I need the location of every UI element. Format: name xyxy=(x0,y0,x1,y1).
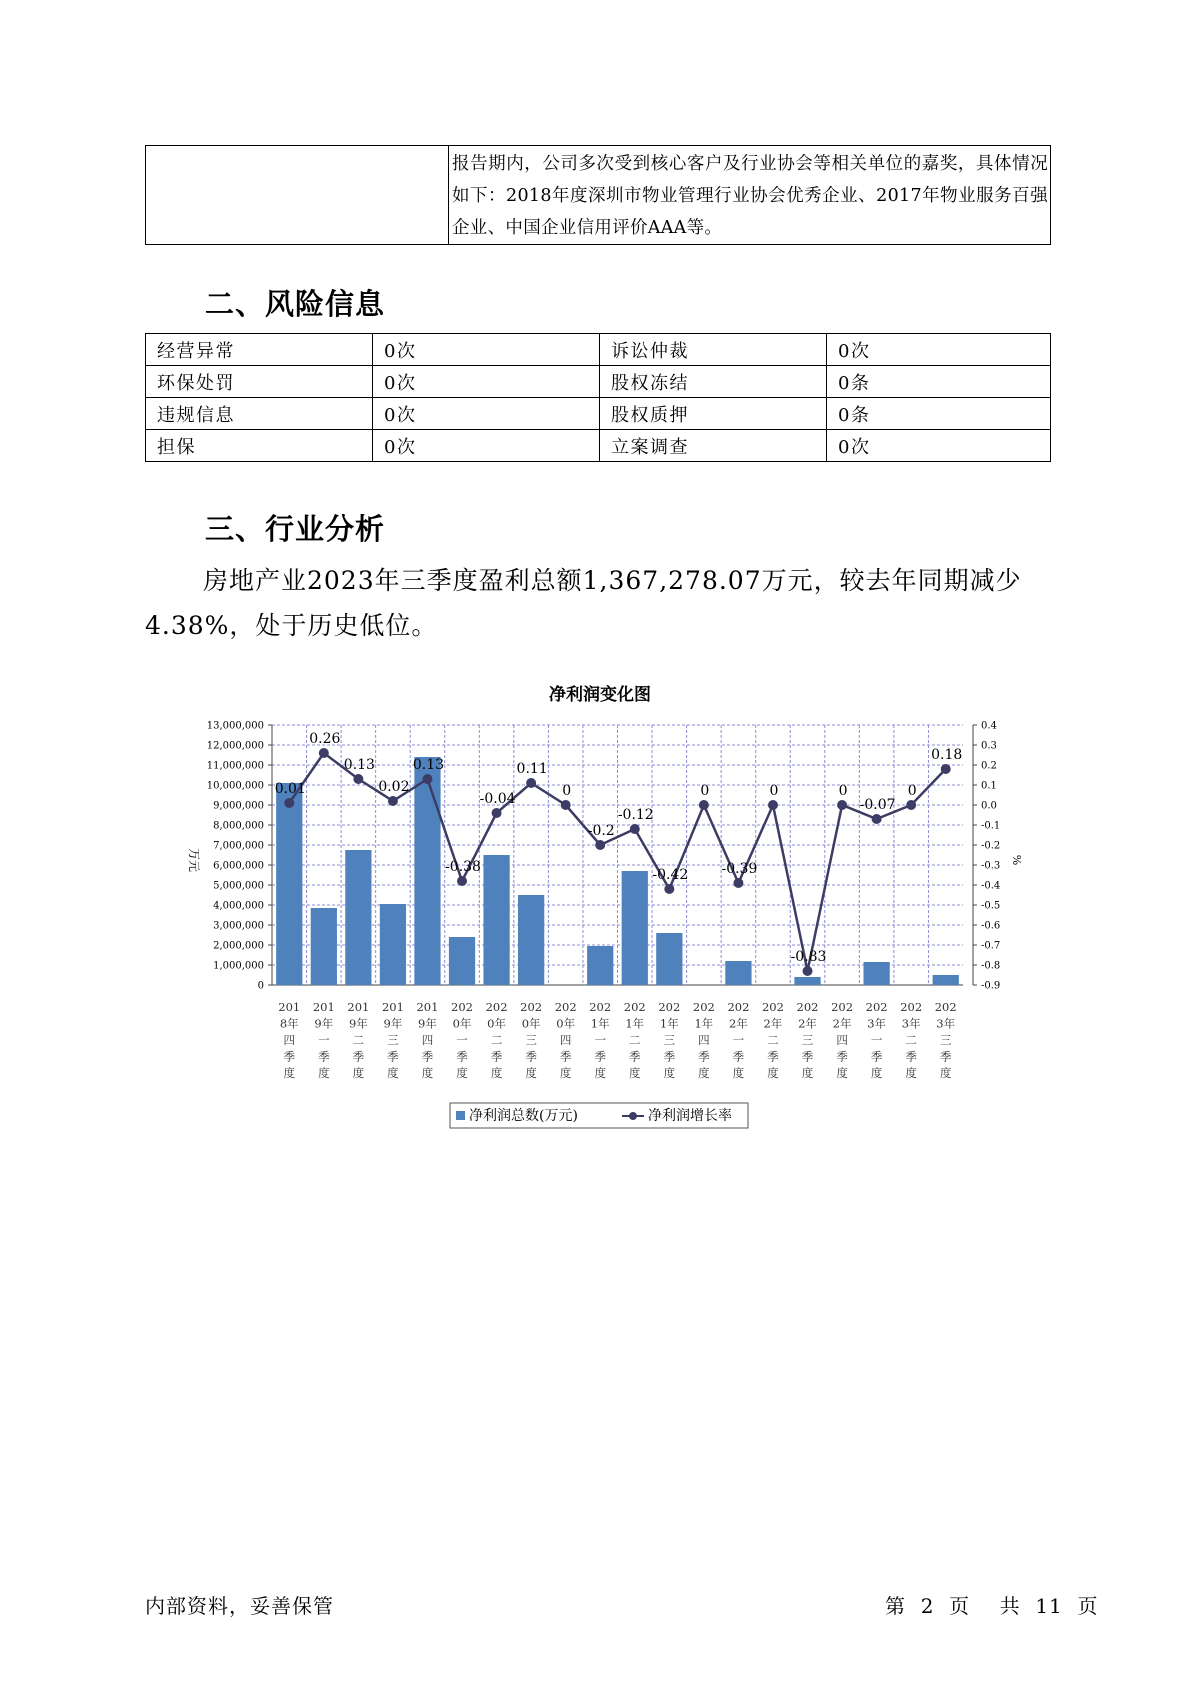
x-tick-label: 202 1年三季度 xyxy=(658,1000,681,1080)
growth-point xyxy=(284,798,294,808)
x-tick-label: 201 9年一季度 xyxy=(312,1000,335,1080)
x-tick-label: 202 3年一季度 xyxy=(865,1000,888,1080)
growth-point xyxy=(906,800,916,810)
growth-data-label: 0 xyxy=(562,783,572,799)
growth-data-label: -0.39 xyxy=(721,861,758,877)
y2-tick-label: -0.3 xyxy=(981,860,1001,872)
growth-data-label: -0.83 xyxy=(790,949,827,965)
growth-data-label: -0.2 xyxy=(587,823,615,839)
y2-tick-label: -0.1 xyxy=(981,820,1001,832)
growth-data-label: 0.01 xyxy=(274,781,306,797)
x-tick-label: 202 1年二季度 xyxy=(623,1000,646,1080)
y2-tick-label: -0.2 xyxy=(981,840,1001,852)
y2-tick-label: 0.4 xyxy=(981,720,997,732)
growth-point xyxy=(353,774,363,784)
bar xyxy=(518,895,544,985)
y-axis-label: 万元 xyxy=(187,847,201,873)
y-tick-label: 8,000,000 xyxy=(213,820,264,832)
risk-row xyxy=(146,366,1051,398)
y2-tick-label: -0.9 xyxy=(981,980,1001,992)
growth-point xyxy=(733,878,743,888)
y-tick-label: 12,000,000 xyxy=(206,740,264,752)
risk-label: 环保处罚 xyxy=(146,366,373,398)
growth-data-label: -0.42 xyxy=(652,867,689,883)
y-tick-label: 0 xyxy=(257,980,264,992)
growth-point xyxy=(837,800,847,810)
risk-label: 经营异常 xyxy=(146,334,373,366)
bar xyxy=(345,850,371,985)
intro-table-left-cell xyxy=(146,146,449,245)
y2-tick-label: -0.6 xyxy=(981,920,1001,932)
y-tick-label: 2,000,000 xyxy=(213,940,264,952)
risk-value: 0次 xyxy=(373,398,600,430)
growth-data-label: -0.04 xyxy=(479,791,516,807)
y2-tick-label: -0.4 xyxy=(981,880,1001,892)
risk-value: 0次 xyxy=(373,366,600,398)
y-tick-label: 13,000,000 xyxy=(206,720,264,732)
x-tick-label: 202 3年三季度 xyxy=(934,1000,957,1080)
growth-data-label: 0.02 xyxy=(378,779,410,795)
y2-tick-label: 0.2 xyxy=(981,760,997,772)
growth-point xyxy=(630,824,640,834)
x-tick-label: 201 8年四季度 xyxy=(278,1000,301,1080)
risk-value: 0次 xyxy=(827,430,1051,462)
growth-point xyxy=(941,764,951,774)
growth-point xyxy=(526,778,536,788)
y-tick-label: 4,000,000 xyxy=(213,900,264,912)
bar xyxy=(725,961,751,985)
page-label: 第 xyxy=(885,1594,906,1618)
risk-value: 0次 xyxy=(373,334,600,366)
x-tick-label: 201 9年二季度 xyxy=(347,1000,370,1080)
growth-point xyxy=(422,774,432,784)
x-tick-label: 202 0年二季度 xyxy=(485,1000,508,1080)
x-tick-label: 201 9年四季度 xyxy=(416,1000,439,1080)
y-tick-label: 3,000,000 xyxy=(213,920,264,932)
bar xyxy=(483,855,509,985)
growth-point xyxy=(872,814,882,824)
bar xyxy=(449,937,475,985)
bar xyxy=(794,977,820,985)
legend-bar-swatch xyxy=(456,1111,465,1120)
growth-point xyxy=(561,800,571,810)
growth-data-label: 0 xyxy=(907,783,917,799)
bar xyxy=(587,946,613,985)
risk-value: 0条 xyxy=(827,366,1051,398)
x-tick-label: 202 1年四季度 xyxy=(692,1000,715,1080)
growth-data-label: -0.12 xyxy=(617,807,654,823)
risk-row xyxy=(146,334,1051,366)
bar xyxy=(933,975,959,985)
growth-point xyxy=(457,876,467,886)
growth-point xyxy=(388,796,398,806)
risk-label: 担保 xyxy=(146,430,373,462)
y-tick-label: 6,000,000 xyxy=(213,860,264,872)
growth-data-label: -0.07 xyxy=(859,797,896,813)
x-tick-label: 202 2年一季度 xyxy=(727,1000,750,1080)
y-tick-label: 10,000,000 xyxy=(206,780,264,792)
growth-data-label: 0.13 xyxy=(343,757,375,773)
risk-row xyxy=(146,430,1051,462)
growth-data-label: 0.11 xyxy=(516,761,548,777)
footer-page-info xyxy=(885,1590,1099,1619)
y-tick-label: 11,000,000 xyxy=(206,760,264,772)
growth-point xyxy=(699,800,709,810)
growth-data-label: -0.38 xyxy=(445,859,481,875)
total-label-suffix: 页 xyxy=(1077,1594,1099,1618)
growth-data-label: 0 xyxy=(769,783,779,799)
legend-line-label: 净利润增长率 xyxy=(648,1108,732,1124)
growth-point xyxy=(595,840,605,850)
page-number: 2 xyxy=(920,1594,935,1618)
bar xyxy=(656,933,682,985)
total-pages: 11 xyxy=(1035,1594,1063,1618)
growth-data-label: 0 xyxy=(700,783,710,799)
industry-paragraph: 房地产业2023年三季度盈利总额1,367,278.07万元，较去年同期减少4.38%，处于历史低位。 xyxy=(145,566,1022,640)
intro-table xyxy=(145,145,1051,245)
risk-section-heading: 二、风险信息 xyxy=(205,287,386,321)
x-tick-label: 202 2年四季度 xyxy=(831,1000,854,1080)
risk-label: 股权质押 xyxy=(600,398,827,430)
risk-value: 0次 xyxy=(827,334,1051,366)
bar xyxy=(311,908,337,985)
chart-title: 净利润变化图 xyxy=(549,685,651,705)
legend-bar-label: 净利润总数(万元) xyxy=(469,1108,578,1124)
risk-row xyxy=(146,398,1051,430)
total-label: 共 xyxy=(999,1594,1021,1618)
x-tick-label: 202 1年一季度 xyxy=(589,1000,612,1080)
y2-tick-label: -0.5 xyxy=(981,900,1001,912)
y2-tick-label: -0.7 xyxy=(981,940,1001,952)
growth-data-label: 0 xyxy=(838,783,848,799)
y-tick-label: 1,000,000 xyxy=(213,960,264,972)
y2-tick-label: 0.3 xyxy=(981,740,997,752)
bar xyxy=(380,904,406,985)
x-tick-label: 202 2年二季度 xyxy=(761,1000,784,1080)
net-profit-chart xyxy=(160,665,1040,1135)
bar xyxy=(622,871,648,985)
growth-point xyxy=(492,808,502,818)
risk-label: 诉讼仲裁 xyxy=(600,334,827,366)
risk-value: 0次 xyxy=(373,430,600,462)
risk-label: 股权冻结 xyxy=(600,366,827,398)
y-tick-label: 9,000,000 xyxy=(213,800,264,812)
growth-point xyxy=(319,748,329,758)
x-tick-label: 202 0年一季度 xyxy=(451,1000,474,1080)
bar xyxy=(276,783,302,985)
growth-data-label: 0.13 xyxy=(412,757,445,773)
growth-point xyxy=(803,966,813,976)
page-label-suffix: 页 xyxy=(949,1594,971,1618)
footer-confidential-note: 内部资料，妥善保管 xyxy=(145,1594,334,1618)
growth-data-label: 0.18 xyxy=(931,747,963,763)
risk-table xyxy=(145,333,1051,462)
industry-section-heading: 三、行业分析 xyxy=(205,512,386,546)
y2-tick-label: -0.8 xyxy=(981,960,1001,972)
growth-point xyxy=(768,800,778,810)
x-tick-label: 202 2年三季度 xyxy=(796,1000,819,1080)
legend-line-marker xyxy=(629,1112,637,1120)
y2-tick-label: 0.0 xyxy=(981,800,997,812)
bar xyxy=(863,962,889,985)
y-tick-label: 5,000,000 xyxy=(213,880,264,892)
x-tick-label: 202 0年四季度 xyxy=(554,1000,577,1080)
intro-table-right-cell: 报告期内，公司多次受到核心客户及行业协会等相关单位的嘉奖，具体情况如下：2018年度深圳市物业管理行业协会优秀企业、2017年物业服务百强企业、中国企业信用评价AAA等。 xyxy=(449,146,1051,245)
x-tick-label: 202 3年二季度 xyxy=(900,1000,923,1080)
growth-data-label: 0.26 xyxy=(309,731,341,747)
x-tick-label: 201 9年三季度 xyxy=(381,1000,404,1080)
bar xyxy=(414,757,440,985)
growth-point xyxy=(664,884,674,894)
y2-axis-label: % xyxy=(1010,854,1023,866)
y2-tick-label: 0.1 xyxy=(981,780,997,792)
risk-value: 0条 xyxy=(827,398,1051,430)
y-tick-label: 7,000,000 xyxy=(213,840,264,852)
risk-label: 违规信息 xyxy=(146,398,373,430)
x-tick-label: 202 0年三季度 xyxy=(520,1000,543,1080)
risk-label: 立案调查 xyxy=(600,430,827,462)
